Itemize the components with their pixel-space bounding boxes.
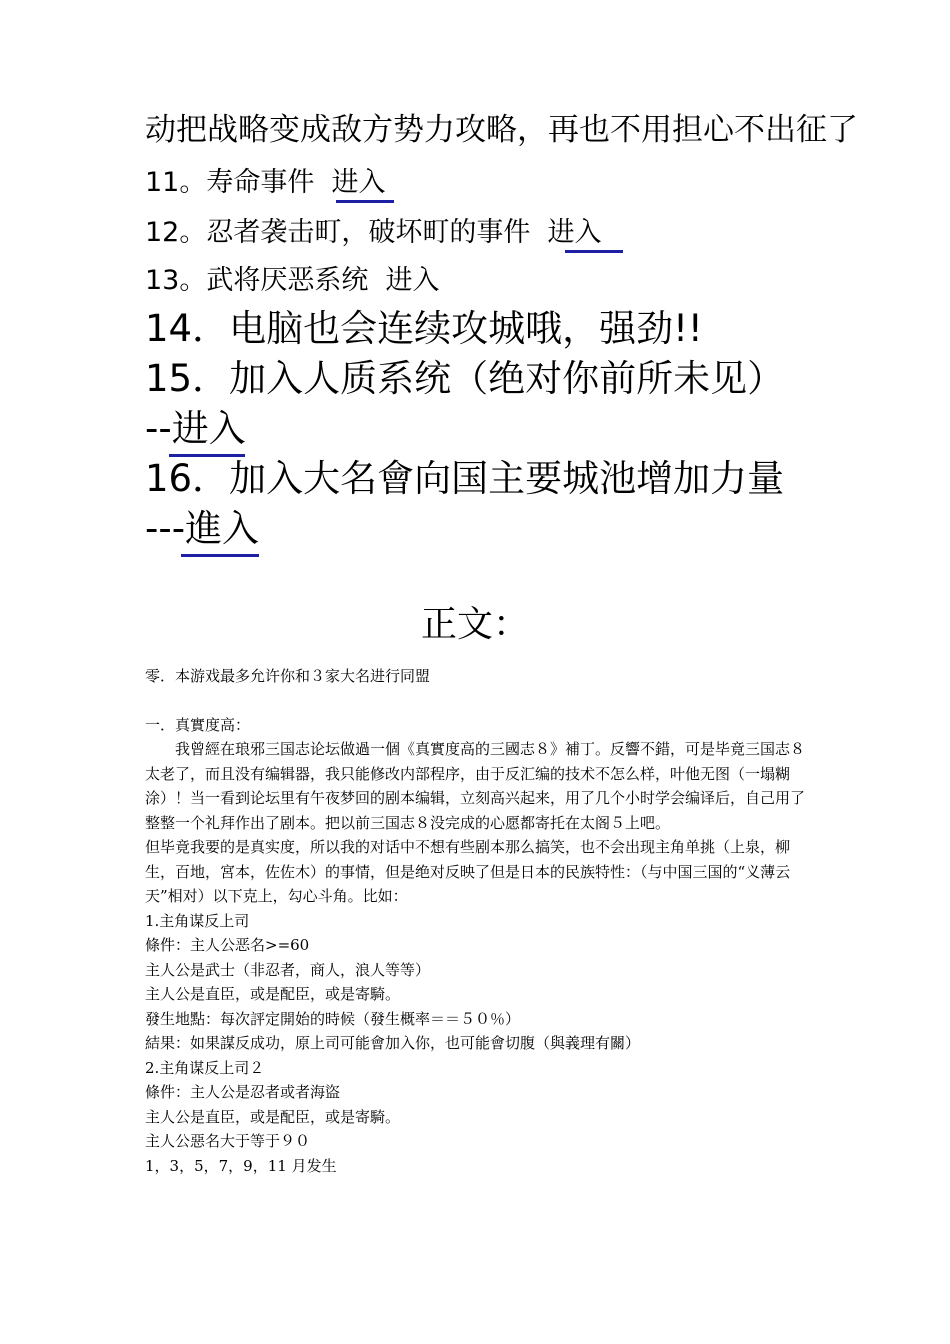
paragraph-intro: 我曾經在琅邪三国志论坛做過一個《真實度高的三國志８》補丁。反響不錯，可是毕竟三国志８太老了，而且没有编辑器，我只能修改内部程序，由于反汇编的技术不怎么样，叶他无图（一塌糊涂）！当一看到论坛里有午夜梦回的剧本编辑，立刻高兴起来，用了几个小时学会编译后，自己用了整整一个礼拜作出了剧本。把以前三国志８没完成的心愿都寄托在太阁５上吧。 [145, 740, 806, 832]
paragraph-realism: 但毕竟我要的是真实度，所以我的对话中不想有些剧本那么搞笑，也不会出现主角单挑（上泉，柳生，百地，宮本，佐佐木）的事情，但是绝对反映了但是日本的民族特性：（与中国三国的“义薄云天”相对）以下克上，勾心斗角。比如： [145, 838, 791, 905]
intro-line: 动把战略变成敌方势力攻略，再也不用担心不出征了 [145, 112, 858, 148]
paragraph-event-1-location: 發生地點：每次評定開始的時候（發生概率＝＝５０％） [145, 1009, 521, 1028]
item-15: 15．加入人质系统（绝对你前所未见） [145, 357, 785, 400]
paragraph-event-1-condition: 主人公是直臣，或是配臣，或是寄騎。 [145, 985, 401, 1003]
item-13 [145, 258, 440, 297]
item-12 [145, 210, 602, 249]
item-15-enter-link[interactable]: 进入 [171, 407, 246, 450]
paragraph-event-1-result: 結果：如果謀反成功，原上司可能會加入你，也可能會切腹（與義理有關） [145, 1034, 641, 1052]
item-12-link-underline [565, 250, 623, 253]
item-11 [145, 160, 386, 199]
paragraph-event-1-condition: 主人公是武士（非忍者，商人，浪人等等） [145, 960, 431, 979]
paragraph-event-2-condition: 主人公是直臣，或是配臣，或是寄騎。 [145, 1107, 401, 1126]
paragraph-subheading: 一．真實度高： [145, 715, 251, 734]
body-text [145, 664, 815, 1178]
paragraph-spacer [145, 689, 815, 713]
item-13-text: 13。武将厌恶系统 [145, 265, 369, 296]
section-heading: 正文： [420, 604, 529, 645]
paragraph-event-1-condition: 條件：主人公恶名>=60 [145, 936, 310, 954]
item-13-enter-link[interactable]: 进入 [385, 265, 440, 296]
item-15-prefix: -- [145, 407, 172, 450]
paragraph-event-1-title: 1.主角谋反上司 [145, 911, 250, 930]
paragraph-event-2-condition: 主人公惡名大于等于９０ [145, 1132, 311, 1150]
item-16-link-line [145, 498, 259, 552]
item-11-enter-link[interactable]: 进入 [331, 167, 386, 198]
item-14: 14．电脑也会连续攻城哦，强劲!! [145, 307, 703, 350]
paragraph-alliance: 零．本游戏最多允许你和３家大名进行同盟 [145, 667, 431, 685]
paragraph-event-2-timing: 1，3，5，7，9，11 月发生 [145, 1156, 337, 1175]
item-16-enter-link[interactable]: 進入 [185, 507, 260, 550]
item-16-prefix: --- [145, 507, 186, 550]
item-15-link-line [145, 398, 246, 452]
item-11-text: 11。寿命事件 [145, 167, 315, 198]
item-16: 16．加入大名會向国主要城池增加力量 [145, 457, 785, 500]
paragraph-event-2-title: 2.主角谋反上司２ [145, 1058, 265, 1077]
item-12-enter-link[interactable]: 进入 [547, 217, 602, 248]
item-12-text: 12。忍者袭击町，破坏町的事件 [145, 217, 531, 248]
paragraph-event-2-condition: 條件：主人公是忍者或者海盜 [145, 1083, 341, 1101]
item-16-link-underline [181, 554, 259, 557]
item-11-link-underline [336, 200, 394, 203]
